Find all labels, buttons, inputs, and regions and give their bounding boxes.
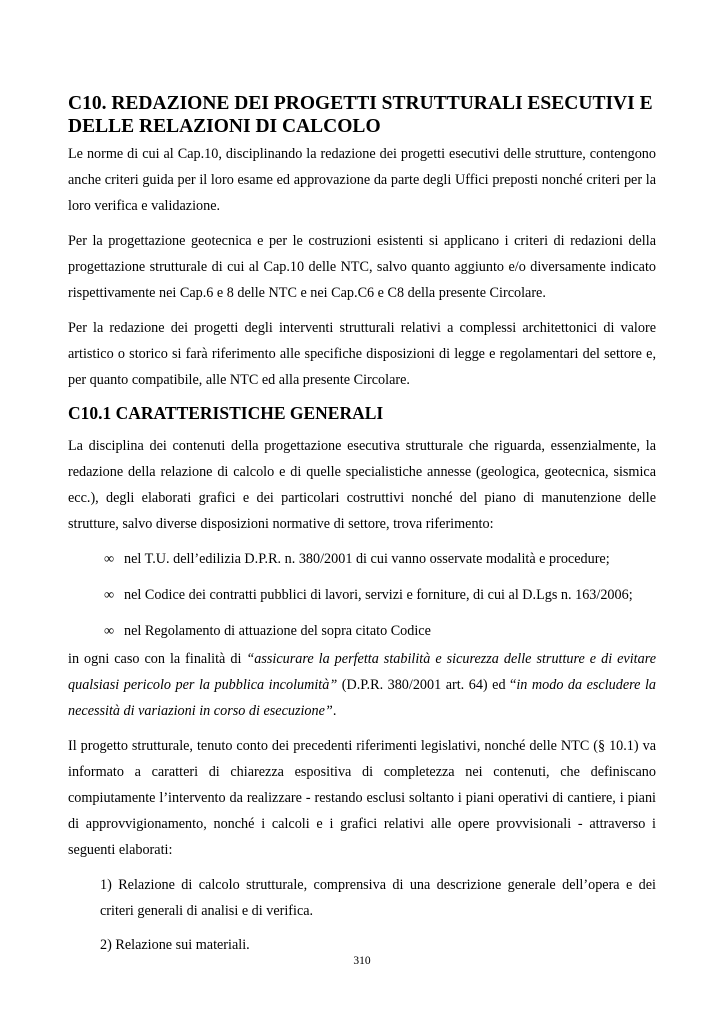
section-intro-paragraph: La disciplina dei contenuti della progettazione esecutiva strutturale che riguarda, essenzialmente, la redazione della relazione di calcolo e di quelle specialistiche annesse (geologica, geotecnica, sismica ecc.), degli elaborati grafici e dei particolari costruttivi nonché del piano di manutenzione delle strutture, salvo diverse disposizioni normative di settore, trova riferimento: <box>68 438 656 532</box>
reference-list <box>68 546 656 644</box>
list-item: 2) Relazione sui materiali. <box>100 937 250 953</box>
page-number: 310 <box>353 955 371 967</box>
list-item: 1) Relazione di calcolo strutturale, comprensiva di una descrizione generale dell’opera e dei criteri generali di analisi e di verifica. <box>100 877 656 919</box>
project-paragraph: Il progetto strutturale, tenuto conto dei precedenti riferimenti legislativi, nonché delle NTC (§ 10.1) va informato a caratteri di chiarezza espositiva di completezza nei contenuti, che definiscano compiutamente l’intervento da realizzare - restando esclusi soltanto i piani operativi di cantiere, i piani di approvvigionamento, nonché i calcoli e i grafici relativi alle opere provvisionali - attraverso i seguenti elaborati: <box>68 738 656 858</box>
intro-paragraph-2: Per la progettazione geotecnica e per le costruzioni esistenti si applicano i criteri di redazioni della progettazione strutturale di cui al Cap.10 delle NTC, salvo quanto aggiunto e/o diversamente indicato rispettivamente nei Cap.6 e 8 delle NTC e nei Cap.C6 e C8 della presente Circolare. <box>68 233 656 301</box>
purpose-mid: (D.P.R. 380/2001 art. 64) ed “ <box>337 677 517 693</box>
documents-list <box>100 872 656 958</box>
list-item-text: nel Regolamento di attuazione del sopra citato Codice <box>124 623 431 639</box>
intro-paragraph-1: Le norme di cui al Cap.10, disciplinando la redazione dei progetti esecutivi delle strutture, contengono anche criteri guida per il loro esame ed approvazione da parte degli Uffici preposti nonché criteri per la loro verifica e validazione. <box>68 146 656 214</box>
list-item <box>104 582 656 608</box>
list-item-text: nel Codice dei contratti pubblici di lavori, servizi e forniture, di cui al D.Lgs n. 163/2006; <box>124 587 633 603</box>
purpose-paragraph <box>68 646 656 724</box>
purpose-quote-1: “assicurare la perfetta stabilità e sicurezza delle strutture e di evitare qualsiasi pericolo per la pubblica incolumità” <box>68 651 656 693</box>
purpose-quote-2: in modo da escludere la necessità di variazioni in corso di esecuzione” <box>68 677 656 719</box>
purpose-pre: in ogni caso con la finalità di <box>68 651 247 667</box>
purpose-post: . <box>332 703 337 719</box>
bullet-infinity-icon: ∞ <box>104 587 115 603</box>
intro-paragraph-3: Per la redazione dei progetti degli interventi strutturali relativi a complessi architettonici di valore artistico o storico si farà riferimento alle specifiche disposizioni di legge e regolamentari del settore e, per quanto compatibile, alle NTC ed alla presente Circolare. <box>68 320 656 388</box>
list-item-text: nel T.U. dell’edilizia D.P.R. n. 380/2001 di cui vanno osservate modalità e procedure; <box>124 551 610 567</box>
section-title: C10.1 CARATTERISTICHE GENERALI <box>68 403 384 423</box>
list-item <box>104 546 656 572</box>
chapter-title: C10. REDAZIONE DEI PROGETTI STRUTTURALI ESECUTIVI E DELLE RELAZIONI DI CALCOLO <box>68 93 653 137</box>
document-page <box>68 92 656 966</box>
bullet-infinity-icon: ∞ <box>104 551 115 567</box>
list-item <box>104 618 656 644</box>
bullet-infinity-icon: ∞ <box>104 623 115 639</box>
